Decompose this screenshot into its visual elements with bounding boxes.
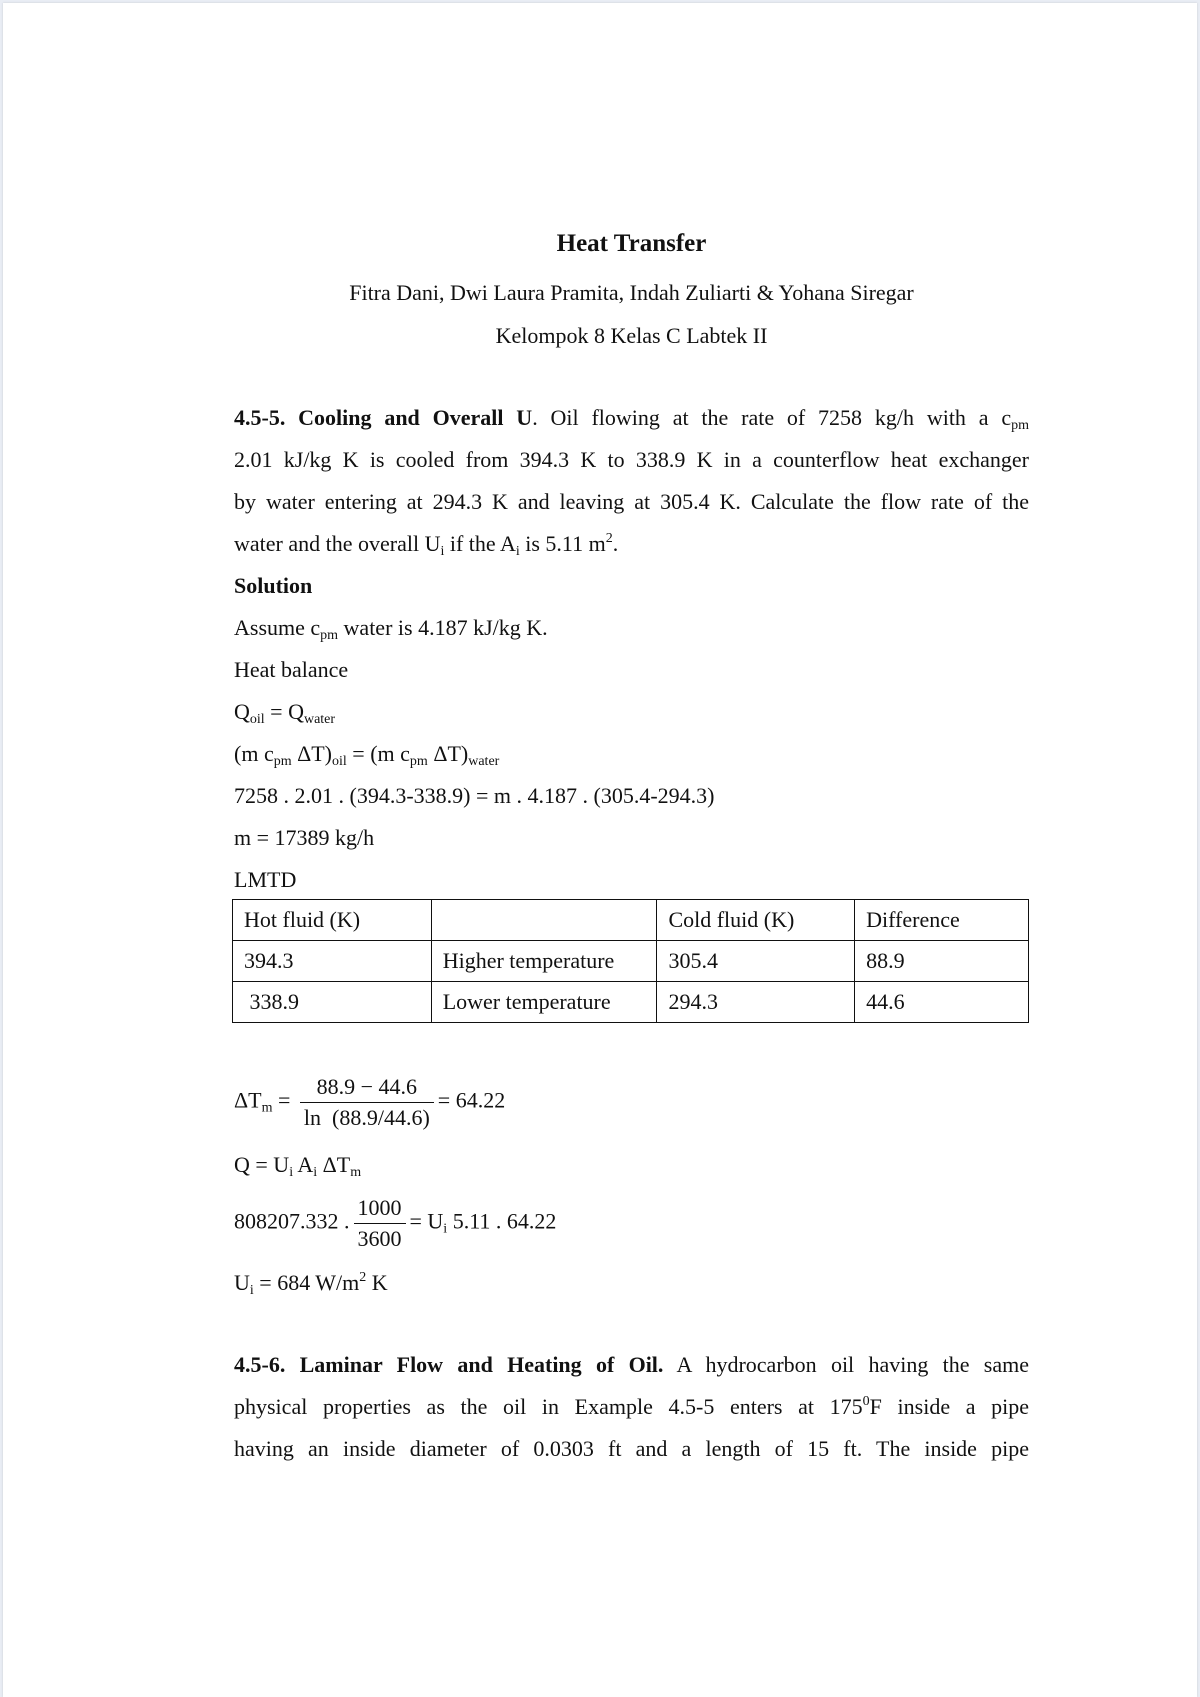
table-header-cell: [431, 900, 657, 941]
table-row: [233, 982, 1029, 1023]
table-cell: 338.9: [233, 982, 432, 1023]
dtm-equation: $\Delta T_m$ = $\frac{88.9 - 44.6}{\ln (88.9/44.6)}$ = 64.22: [234, 1072, 505, 1133]
conversion-equation: 808207.332 . $\frac{1000}{3600}$ = $U_i$ 5.11 . 64.22: [234, 1193, 556, 1254]
problem2-line2: physical properties as the oil in Example 4.5-5 enters at $175^0F$ inside a pipe: [234, 1394, 1030, 1419]
lmtd-table: [232, 899, 1029, 1023]
table-cell: Lower temperature: [431, 982, 657, 1023]
problem-4-5-6: [234, 1344, 1029, 1470]
heat-balance-label: Heat balance: [234, 657, 349, 682]
document-page: [3, 3, 1197, 1697]
problem1-line3: by water entering at 294.3 K and leaving at 305.4 K. Calculate the flow rate of the: [234, 489, 1029, 514]
group-line: Kelompok 8 Kelas C Labtek II: [495, 323, 768, 348]
table-cell: 88.9: [855, 941, 1029, 982]
page-title: Heat Transfer: [556, 230, 707, 257]
table-header-row: [233, 900, 1029, 941]
table-cell: 305.4: [657, 941, 855, 982]
table-header-cell: Difference: [855, 900, 1029, 941]
solution-heading: Solution: [234, 573, 313, 598]
problem1-line4: water and the overall $U_i$ if the $A_i$ is 5.11 $m^2$.: [234, 531, 619, 559]
problem1-line1: 4.5-5. Cooling and Overall U. Oil flowing at the rate of 7258 kg/h with a $c_{pm}$: [234, 405, 1029, 433]
problem1-number: 4.5-5. Cooling and Overall U: [234, 405, 533, 430]
assume-line: Assume $c_{pm}$ water is 4.187 kJ/kg K.: [234, 615, 548, 643]
mcp-balance-line: (m $c_{pm}$ $\Delta T)_{oil} = (m$ $c_{pm}$ $\Delta T)_{water}$: [234, 741, 500, 769]
conversion-fraction: $\frac{1000}{3600}$: [354, 1193, 406, 1254]
table-cell: 294.3: [657, 982, 855, 1023]
problem2-line1: 4.5-6. Laminar Flow and Heating of Oil. A hydrocarbon oil having the same: [234, 1352, 1029, 1377]
table-header-cell: Hot fluid (K): [233, 900, 432, 941]
u-result: $U_i = 684$ $W/m^2$ K: [234, 1270, 388, 1298]
lmtd-label: LMTD: [234, 867, 297, 892]
table-cell: 44.6: [855, 982, 1029, 1023]
m-result-line: m = 17389 kg/h: [234, 825, 375, 850]
dtm-fraction: $\frac{88.9 - 44.6}{\ln (88.9/44.6)}$: [300, 1072, 434, 1133]
table-cell: Higher temperature: [431, 941, 657, 982]
calc-line: 7258 . 2.01 . (394.3-338.9) = m . 4.187 . (305.4-294.3): [234, 783, 715, 808]
q-equation: $Q = U_i$ $A_i$ $\Delta T_m$: [234, 1152, 362, 1180]
problem2-number: 4.5-6. Laminar Flow and Heating of Oil.: [234, 1352, 664, 1377]
q-balance-line: $Q_{oil} = Q_{water}$: [234, 699, 336, 727]
authors-line: Fitra Dani, Dwi Laura Pramita, Indah Zuliarti & Yohana Siregar: [349, 280, 914, 305]
problem2-line3: having an inside diameter of 0.0303 ft and a length of 15 ft. The inside pipe: [234, 1436, 1029, 1461]
problem-4-5-5: [234, 397, 1029, 901]
problem1-line2: 2.01 kJ/kg K is cooled from 394.3 K to 338.9 K in a counterflow heat exchanger: [234, 447, 1029, 472]
table-cell: 394.3: [233, 941, 432, 982]
table-row: [233, 941, 1029, 982]
table-header-cell: Cold fluid (K): [657, 900, 855, 941]
